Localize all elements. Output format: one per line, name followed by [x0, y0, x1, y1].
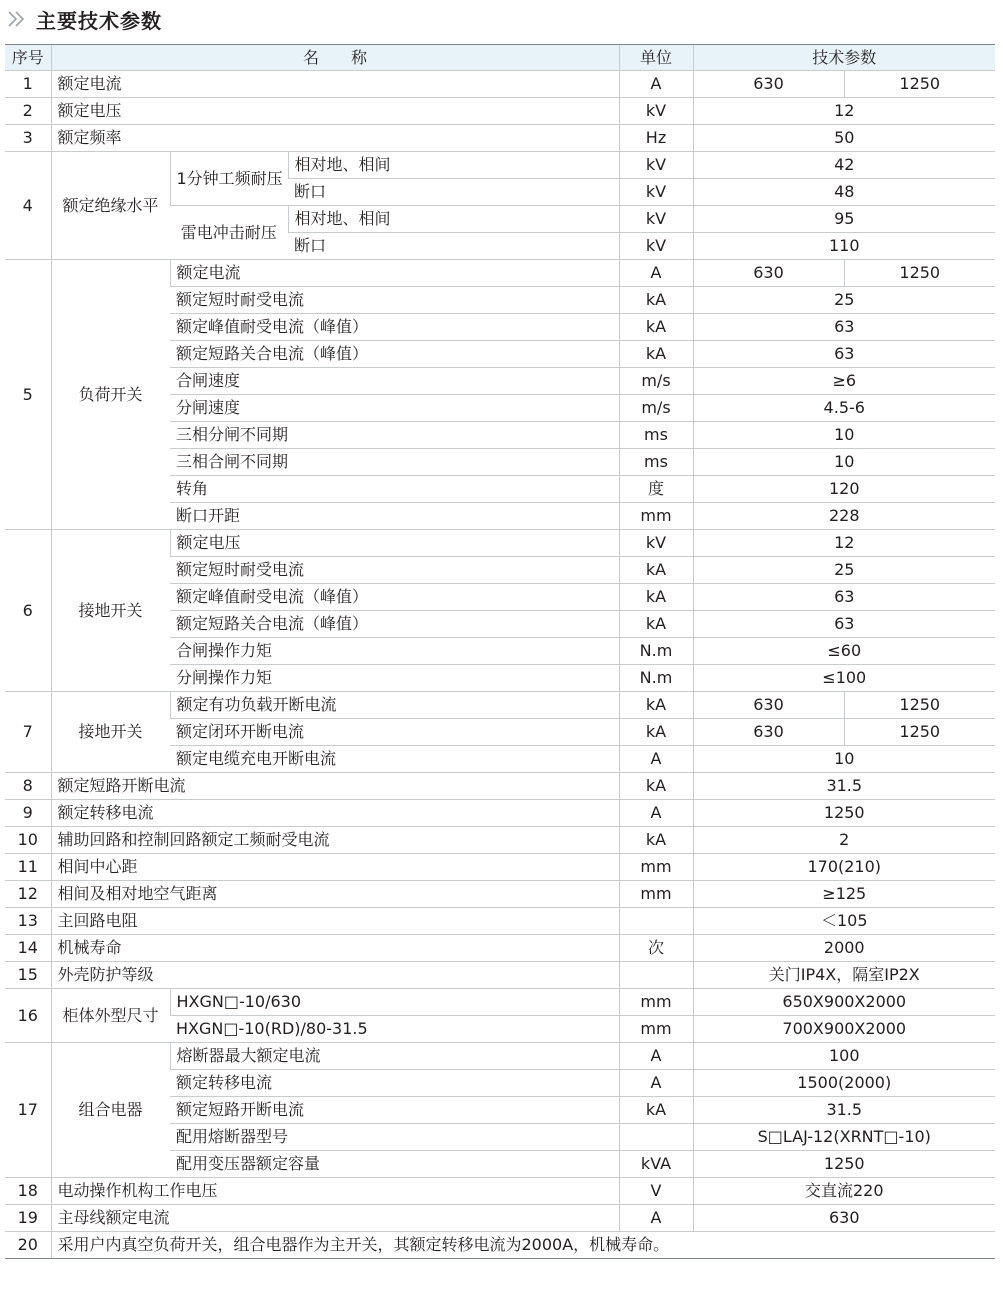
param-value: 12 [693, 98, 995, 125]
param-name: 额定短路关合电流（峰值） [170, 341, 619, 368]
param-value-1: 630 [693, 719, 844, 746]
spec-table [5, 44, 995, 1259]
row-number: 11 [5, 854, 51, 881]
param-name: 额定短路开断电流 [170, 1097, 619, 1124]
param-unit: V [619, 1178, 693, 1205]
param-unit [619, 962, 693, 989]
param-value: 25 [693, 557, 995, 584]
param-unit: mm [619, 503, 693, 530]
param-unit: mm [619, 989, 693, 1016]
param-unit: kV [619, 206, 693, 233]
col-header-no: 序号 [5, 45, 51, 71]
param-name: 三相合闸不同期 [170, 449, 619, 476]
param-value: 170(210) [693, 854, 995, 881]
row-number: 19 [5, 1205, 51, 1232]
row-number: 3 [5, 125, 51, 152]
table-row [5, 773, 995, 800]
row-number: 16 [5, 989, 51, 1043]
param-unit: mm [619, 1016, 693, 1043]
param-unit: A [619, 1070, 693, 1097]
param-value: 31.5 [693, 773, 995, 800]
param-name: 断口 [288, 233, 619, 260]
param-name: 相对地、相间 [288, 152, 619, 179]
param-value: 63 [693, 611, 995, 638]
param-category: 柜体外型尺寸 [51, 989, 170, 1043]
param-value: 228 [693, 503, 995, 530]
param-name: 三相分闸不同期 [170, 422, 619, 449]
row-number: 1 [5, 71, 51, 98]
param-name: 额定短路关合电流（峰值） [170, 611, 619, 638]
param-value: ≥125 [693, 881, 995, 908]
param-value: 1250 [693, 1151, 995, 1178]
row-number: 7 [5, 692, 51, 773]
table-row [5, 854, 995, 881]
param-unit: kA [619, 692, 693, 719]
row-number: 13 [5, 908, 51, 935]
param-name: 相对地、相间 [288, 206, 619, 233]
param-unit: 度 [619, 476, 693, 503]
param-name: 额定峰值耐受电流（峰值） [170, 584, 619, 611]
table-note: 采用户内真空负荷开关，组合电器作为主开关，其额定转移电流为2000A，机械寿命。 [51, 1232, 995, 1259]
row-number: 6 [5, 530, 51, 692]
param-name: 辅助回路和控制回路额定工频耐受电流 [51, 827, 619, 854]
param-unit: kA [619, 584, 693, 611]
row-number: 9 [5, 800, 51, 827]
param-unit: kV [619, 98, 693, 125]
col-header-params: 技术参数 [693, 45, 995, 71]
table-row [5, 827, 995, 854]
param-unit: m/s [619, 368, 693, 395]
section-header [6, 4, 162, 34]
param-value: 120 [693, 476, 995, 503]
table-row [5, 530, 995, 557]
param-unit: kV [619, 152, 693, 179]
table-row [5, 1205, 995, 1232]
param-value: 25 [693, 287, 995, 314]
param-value: 2 [693, 827, 995, 854]
double-chevron-icon [6, 8, 32, 30]
param-value: 63 [693, 341, 995, 368]
param-unit: A [619, 1205, 693, 1232]
param-value-1: 630 [693, 260, 844, 287]
param-subgroup: 1分钟工频耐压 [170, 152, 288, 206]
col-header-name: 名 称 [51, 45, 619, 71]
param-value: 110 [693, 233, 995, 260]
param-name: 相间中心距 [51, 854, 619, 881]
param-value: 2000 [693, 935, 995, 962]
row-number: 12 [5, 881, 51, 908]
param-value: 100 [693, 1043, 995, 1070]
param-unit: kA [619, 557, 693, 584]
param-unit: kA [619, 611, 693, 638]
param-value: 10 [693, 449, 995, 476]
row-number: 10 [5, 827, 51, 854]
param-name: 额定短路开断电流 [51, 773, 619, 800]
table-row [5, 260, 995, 287]
param-category: 额定绝缘水平 [51, 152, 170, 260]
param-name: 额定短时耐受电流 [170, 557, 619, 584]
param-unit: kA [619, 719, 693, 746]
table-row [5, 962, 995, 989]
param-value: 10 [693, 746, 995, 773]
param-name: 断口开距 [170, 503, 619, 530]
table-row [5, 800, 995, 827]
param-name: 额定有功负载开断电流 [170, 692, 619, 719]
param-name: 机械寿命 [51, 935, 619, 962]
param-name: 额定频率 [51, 125, 619, 152]
table-row [5, 881, 995, 908]
row-number: 15 [5, 962, 51, 989]
param-unit: mm [619, 881, 693, 908]
param-name: 配用变压器额定容量 [170, 1151, 619, 1178]
param-value: 1250 [693, 800, 995, 827]
param-unit: kA [619, 341, 693, 368]
table-row [5, 692, 995, 719]
row-number: 18 [5, 1178, 51, 1205]
param-name: 主母线额定电流 [51, 1205, 619, 1232]
param-unit: mm [619, 854, 693, 881]
row-number: 5 [5, 260, 51, 530]
row-number: 14 [5, 935, 51, 962]
param-unit: kV [619, 233, 693, 260]
param-category: 接地开关 [51, 530, 170, 692]
param-unit: ms [619, 422, 693, 449]
param-name: 配用熔断器型号 [170, 1124, 619, 1151]
param-name: 主回路电阻 [51, 908, 619, 935]
row-number: 4 [5, 152, 51, 260]
param-unit: 次 [619, 935, 693, 962]
row-number: 2 [5, 98, 51, 125]
param-name: 额定电压 [51, 98, 619, 125]
table-row [5, 71, 995, 98]
param-unit: kA [619, 287, 693, 314]
table-row [5, 1043, 995, 1070]
param-value-1: 630 [693, 692, 844, 719]
param-unit: A [619, 1043, 693, 1070]
param-value: 1500(2000) [693, 1070, 995, 1097]
param-unit: kA [619, 773, 693, 800]
table-row [5, 908, 995, 935]
param-value: 31.5 [693, 1097, 995, 1124]
param-name: 额定闭环开断电流 [170, 719, 619, 746]
table-row [5, 152, 995, 179]
table-row [5, 989, 995, 1016]
param-value: 12 [693, 530, 995, 557]
param-value: 630 [693, 1205, 995, 1232]
param-name: 额定转移电流 [170, 1070, 619, 1097]
param-name: 额定电流 [170, 260, 619, 287]
param-value: 700X900X2000 [693, 1016, 995, 1043]
param-name: 额定转移电流 [51, 800, 619, 827]
param-value: ≤60 [693, 638, 995, 665]
param-value-2: 1250 [844, 692, 995, 719]
param-value: 42 [693, 152, 995, 179]
param-name: 额定峰值耐受电流（峰值） [170, 314, 619, 341]
param-unit: N.m [619, 638, 693, 665]
table-header-row [5, 45, 995, 71]
param-value: ≥6 [693, 368, 995, 395]
param-unit: N.m [619, 665, 693, 692]
param-unit: m/s [619, 395, 693, 422]
param-unit [619, 908, 693, 935]
param-name: 熔断器最大额定电流 [170, 1043, 619, 1070]
param-name: 相间及相对地空气距离 [51, 881, 619, 908]
param-unit: A [619, 71, 693, 98]
param-name: 分闸速度 [170, 395, 619, 422]
param-category: 组合电器 [51, 1043, 170, 1178]
param-unit: kA [619, 827, 693, 854]
param-value: 650X900X2000 [693, 989, 995, 1016]
param-value-1: 630 [693, 71, 844, 98]
param-unit: Hz [619, 125, 693, 152]
section-title: 主要技术参数 [36, 8, 162, 33]
param-name: 外壳防护等级 [51, 962, 619, 989]
param-unit: kVA [619, 1151, 693, 1178]
param-value: 95 [693, 206, 995, 233]
param-name: 合闸速度 [170, 368, 619, 395]
param-name: 电动操作机构工作电压 [51, 1178, 619, 1205]
param-value: ＜105 [693, 908, 995, 935]
param-category: 负荷开关 [51, 260, 170, 530]
param-unit: kV [619, 530, 693, 557]
param-value: 10 [693, 422, 995, 449]
param-name: HXGN□-10(RD)/80-31.5 [170, 1016, 619, 1043]
param-value: ≤100 [693, 665, 995, 692]
param-value-2: 1250 [844, 71, 995, 98]
table-row [5, 935, 995, 962]
param-name: 断口 [288, 179, 619, 206]
param-value: 63 [693, 314, 995, 341]
param-unit: A [619, 800, 693, 827]
param-value-2: 1250 [844, 719, 995, 746]
param-unit: kA [619, 1097, 693, 1124]
row-number: 17 [5, 1043, 51, 1178]
param-name: 额定短时耐受电流 [170, 287, 619, 314]
param-unit: kV [619, 179, 693, 206]
param-category: 接地开关 [51, 692, 170, 773]
param-value-2: 1250 [844, 260, 995, 287]
param-unit [619, 1124, 693, 1151]
row-number: 20 [5, 1232, 51, 1259]
row-number: 8 [5, 773, 51, 800]
param-name: 分闸操作力矩 [170, 665, 619, 692]
table-row [5, 125, 995, 152]
param-value: 交直流220 [693, 1178, 995, 1205]
param-subgroup: 雷电冲击耐压 [170, 206, 288, 260]
param-unit: kA [619, 314, 693, 341]
param-name: 合闸操作力矩 [170, 638, 619, 665]
param-name: 额定电流 [51, 71, 619, 98]
param-value: 63 [693, 584, 995, 611]
table-row [5, 1178, 995, 1205]
param-name: 额定电压 [170, 530, 619, 557]
param-name: HXGN□-10/630 [170, 989, 619, 1016]
param-value: 48 [693, 179, 995, 206]
param-unit: ms [619, 449, 693, 476]
param-value: 关门IP4X，隔室IP2X [693, 962, 995, 989]
param-unit: A [619, 746, 693, 773]
table-row [5, 98, 995, 125]
param-value: S□LAJ-12(XRNT□-10) [693, 1124, 995, 1151]
param-value: 4.5-6 [693, 395, 995, 422]
param-unit: A [619, 260, 693, 287]
param-value: 50 [693, 125, 995, 152]
param-name: 转角 [170, 476, 619, 503]
table-row [5, 1232, 995, 1259]
col-header-unit: 单位 [619, 45, 693, 71]
param-name: 额定电缆充电开断电流 [170, 746, 619, 773]
